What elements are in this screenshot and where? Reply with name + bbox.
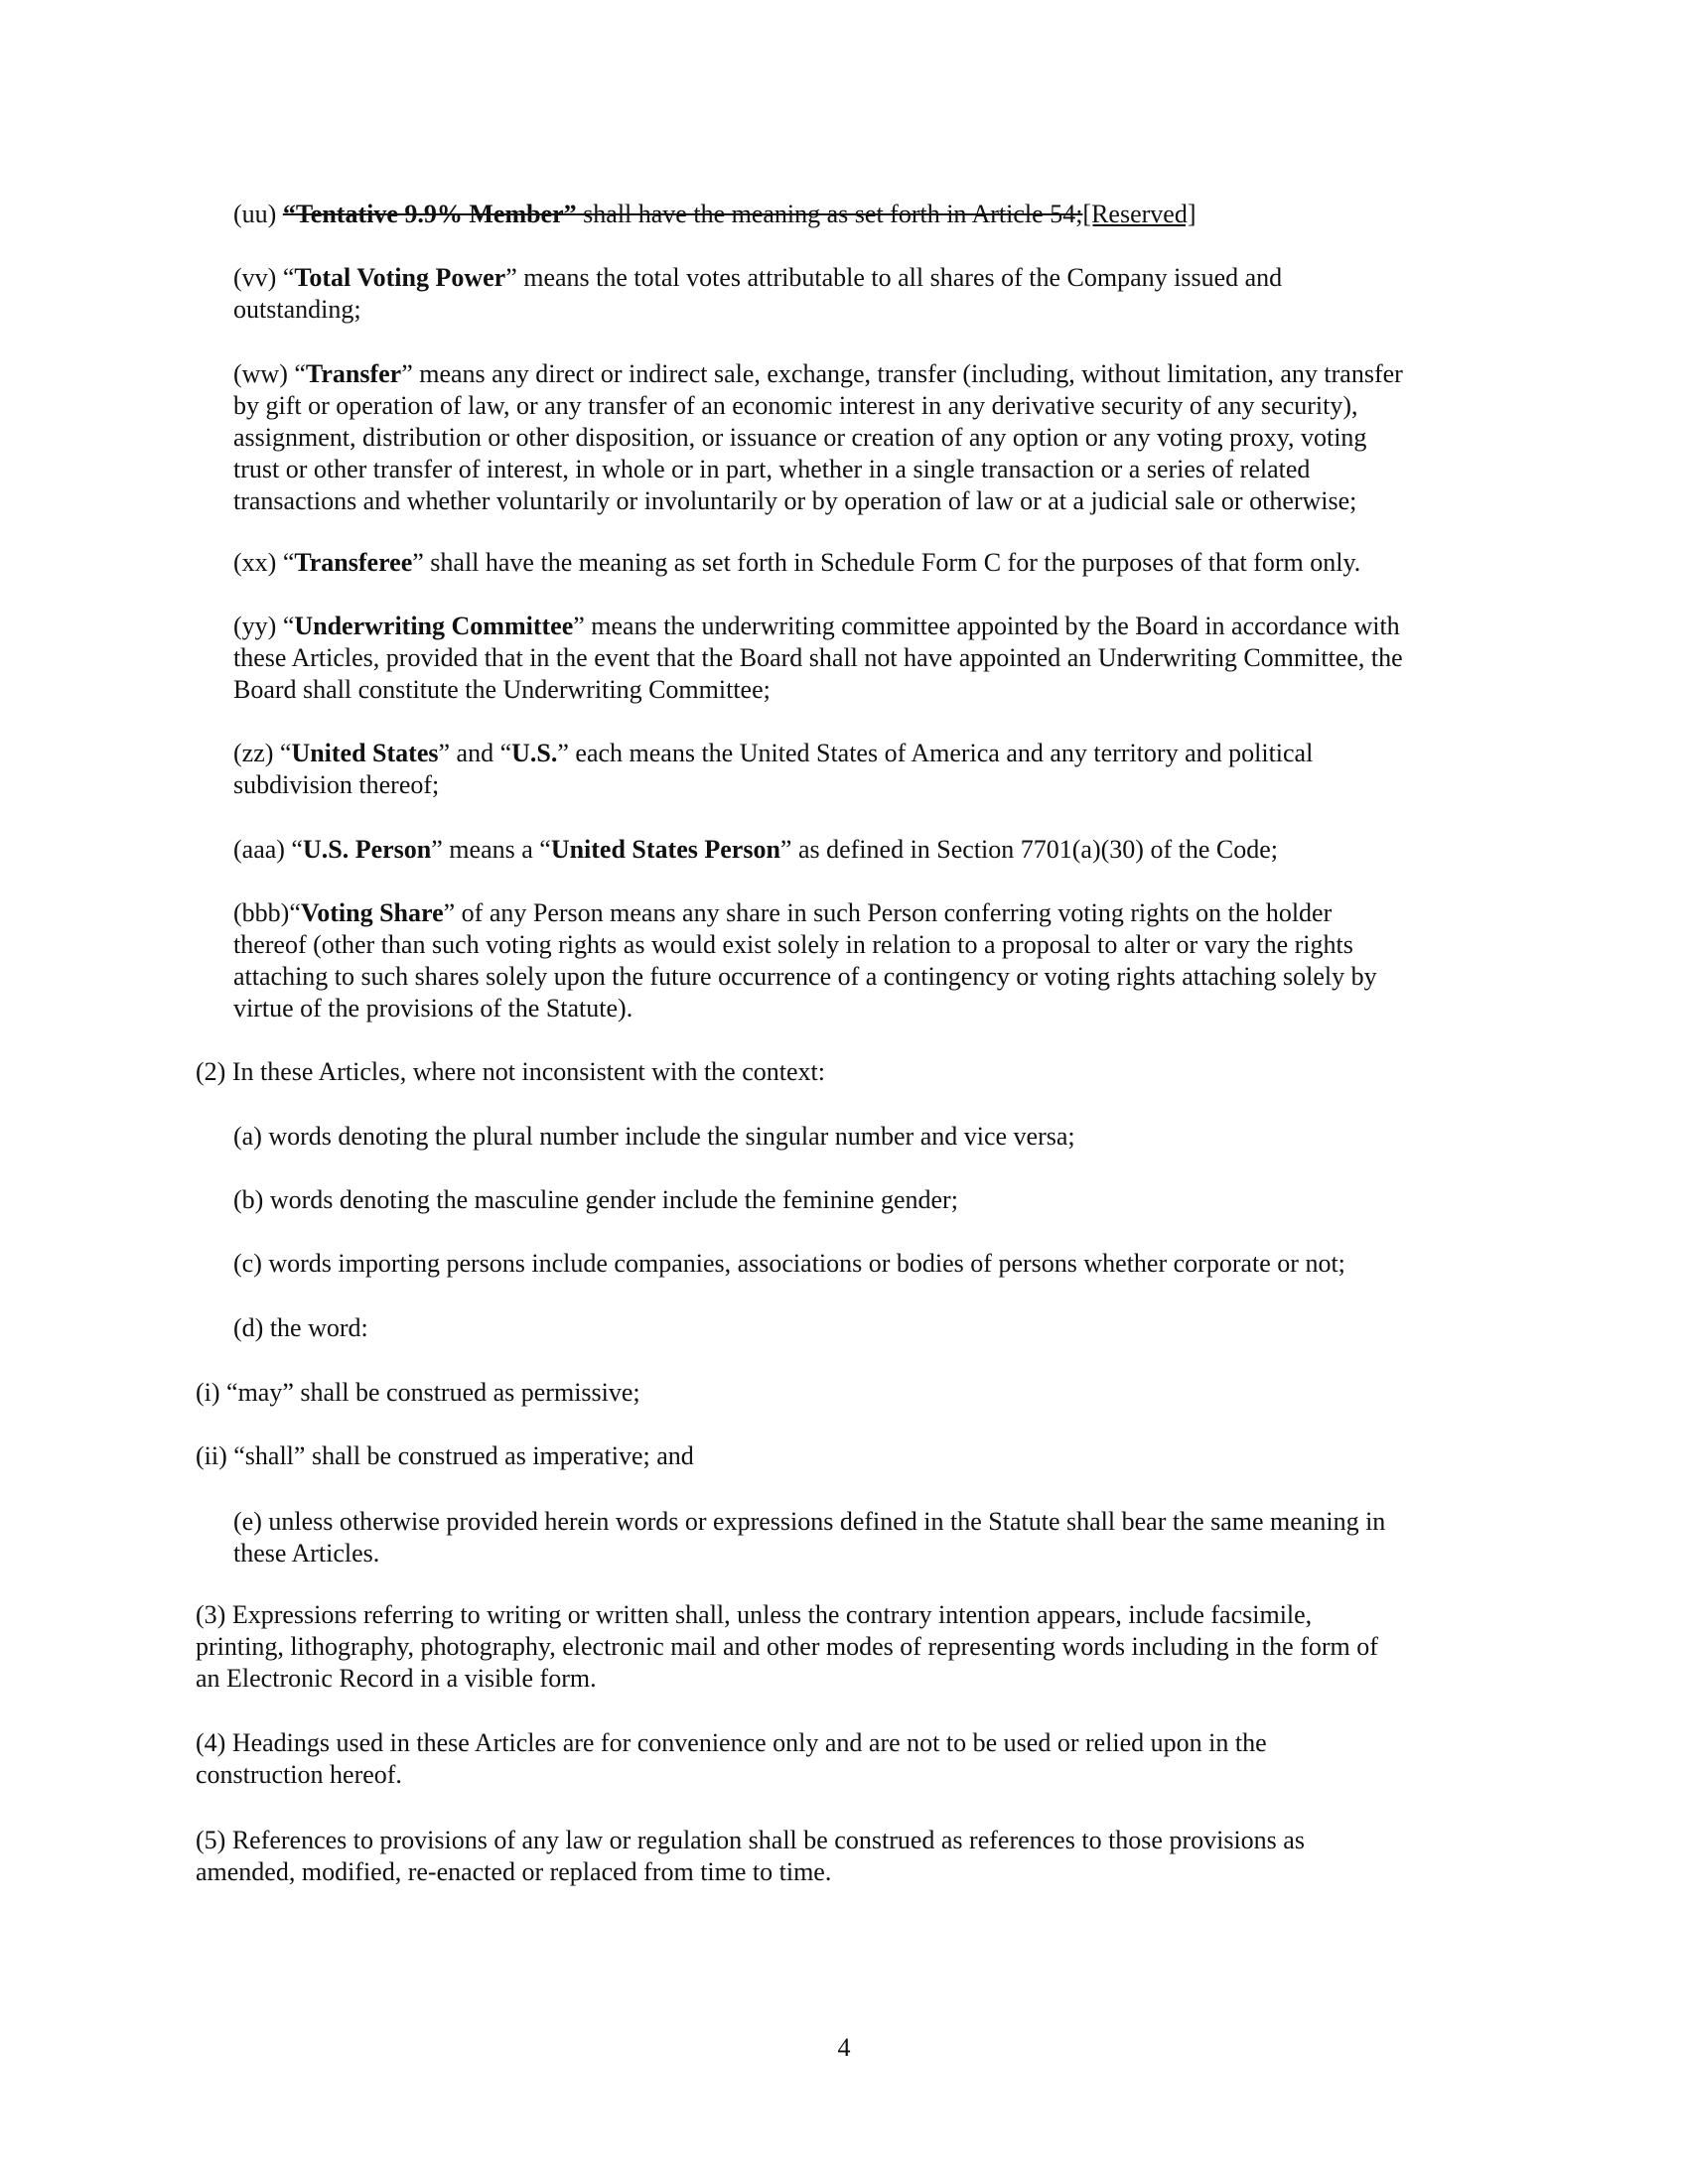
paragraph-yy	[233, 611, 1403, 706]
text-line	[233, 834, 1278, 866]
text-segment: virtue of the provisions of the Statute).	[233, 994, 633, 1023]
defined-term: Underwriting Committee	[294, 612, 574, 640]
paragraph-ww	[233, 358, 1403, 517]
text-line	[233, 769, 1313, 801]
text-segment: these Articles.	[233, 1539, 380, 1568]
defined-term: Voting Share	[300, 898, 444, 927]
text-line	[233, 1184, 958, 1216]
text-line	[196, 1599, 1378, 1631]
paragraph-b	[233, 1184, 958, 1216]
text-segment: (d) the word:	[233, 1313, 368, 1342]
text-segment: ” means the underwriting committee appointed by the Board in accordance with	[573, 612, 1400, 640]
text-segment: (aaa) “	[233, 835, 303, 864]
text-segment: (vv) “	[233, 263, 295, 292]
defined-term: Transfer	[305, 359, 402, 388]
paragraph-4	[196, 1727, 1267, 1791]
text-line	[196, 1631, 1378, 1663]
text-segment: (2) In these Articles, where not inconsistent with the context:	[196, 1057, 825, 1086]
text-segment: (ii) “shall” shall be construed as imperative; and	[196, 1441, 694, 1470]
text-segment: outstanding;	[233, 295, 361, 324]
text-segment: an Electronic Record in a visible form.	[196, 1664, 597, 1693]
paragraph-bbb	[233, 897, 1377, 1024]
text-segment: (c) words importing persons include companies, associations or bodies of persons whether corporate or not;	[233, 1249, 1345, 1278]
text-segment: ” shall have the meaning as set forth in Schedule Form C for the purposes of that form only.	[412, 548, 1361, 577]
defined-term: United States Person	[550, 835, 780, 864]
paragraph-aaa	[233, 834, 1278, 866]
text-line	[233, 738, 1313, 769]
text-segment: transactions and whether voluntarily or involuntarily or by operation of law or at a judicial sale or otherwise;	[233, 486, 1357, 515]
text-segment: ” means the total votes attributable to all shares of the Company issued and	[505, 263, 1283, 292]
text-line	[196, 1056, 825, 1088]
paragraph-uu	[233, 199, 1196, 230]
paragraph-c	[233, 1248, 1345, 1280]
text-segment: printing, lithography, photography, electronic mail and other modes of representing words including in the form of	[196, 1632, 1378, 1661]
text-segment: (yy) “	[233, 612, 295, 640]
text-line	[233, 1121, 1075, 1153]
inserted-text: [Reserved]	[1082, 200, 1196, 228]
paragraph-e	[233, 1506, 1385, 1570]
text-line	[233, 611, 1403, 642]
paragraph-i	[196, 1377, 640, 1409]
defined-term: U.S.	[511, 739, 558, 767]
text-segment: (ww) “	[233, 359, 306, 388]
text-segment: (i) “may” shall be construed as permissive;	[196, 1378, 640, 1407]
text-line	[233, 547, 1360, 579]
defined-term: U.S. Person	[302, 835, 432, 864]
text-segment: assignment, distribution or other disposition, or issuance or creation of any option or any voting proxy, voting	[233, 423, 1367, 452]
text-segment: (a) words denoting the plural number include the singular number and vice versa;	[233, 1122, 1075, 1151]
defined-term: “Tentative 9.9% Member”	[282, 200, 577, 228]
text-line	[233, 358, 1403, 390]
text-segment: (e) unless otherwise provided herein words or expressions defined in the Statute shall bear the same meaning in	[233, 1507, 1386, 1536]
text-segment: ” means a “	[431, 835, 551, 864]
text-line	[196, 1727, 1267, 1759]
text-line	[233, 294, 1282, 326]
defined-term: Transferee	[294, 548, 413, 577]
paragraph-3	[196, 1599, 1378, 1695]
text-line	[233, 485, 1403, 517]
text-line	[196, 1856, 1305, 1888]
text-segment: ” and “	[438, 739, 512, 767]
text-segment: (4) Headings used in these Articles are for convenience only and are not to be used or relied upon in the	[196, 1728, 1267, 1757]
text-line	[233, 642, 1403, 674]
text-segment: Board shall constitute the Underwriting Committee;	[233, 675, 771, 704]
text-segment: (b) words denoting the masculine gender include the feminine gender;	[233, 1185, 958, 1214]
text-line	[233, 897, 1377, 929]
deleted-text: shall have the meaning as set forth in Article 54;	[576, 200, 1083, 228]
text-line	[233, 199, 1196, 230]
text-segment: thereof (other than such voting rights as would exist solely in relation to a proposal to alter or vary the rights	[233, 930, 1353, 959]
text-segment: (xx) “	[233, 548, 295, 577]
paragraph-a	[233, 1121, 1075, 1153]
text-segment: attaching to such shares solely upon the future occurrence of a contingency or voting rights attaching solely by	[233, 962, 1377, 991]
text-segment: (5) References to provisions of any law or regulation shall be construed as references to those provisions as	[196, 1826, 1305, 1854]
text-line	[233, 1506, 1385, 1538]
text-line	[196, 1377, 640, 1409]
text-segment: ” as defined in Section 7701(a)(30) of the Code;	[779, 835, 1278, 864]
defined-term: Total Voting Power	[294, 263, 506, 292]
defined-term: United States	[291, 739, 439, 767]
text-segment: by gift or operation of law, or any transfer of an economic interest in any derivative security of any security),	[233, 391, 1358, 420]
text-line	[233, 674, 1403, 706]
text-line	[233, 1248, 1345, 1280]
text-segment: (3) Expressions referring to writing or written shall, unless the contrary intention appears, include facsimile,	[196, 1600, 1313, 1629]
paragraph-xx	[233, 547, 1360, 579]
text-segment: (bbb)“	[233, 898, 301, 927]
text-line	[233, 390, 1403, 422]
paragraph-ii	[196, 1440, 694, 1472]
paragraph-5	[196, 1825, 1305, 1888]
paragraph-zz	[233, 738, 1313, 801]
text-line	[233, 454, 1403, 485]
text-segment: ” each means the United States of America and any territory and political	[557, 739, 1314, 767]
paragraph-d	[233, 1312, 368, 1344]
text-line	[233, 961, 1377, 993]
text-segment: amended, modified, re-enacted or replaced from time to time.	[196, 1857, 832, 1886]
text-line	[233, 1312, 368, 1344]
text-segment: (zz) “	[233, 739, 292, 767]
text-line	[196, 1663, 1378, 1695]
text-line	[233, 262, 1282, 294]
text-line	[233, 1538, 1385, 1570]
text-segment: construction hereof.	[196, 1760, 402, 1789]
text-segment: (uu)	[233, 200, 283, 228]
text-line	[233, 929, 1377, 961]
text-segment: these Articles, provided that in the event that the Board shall not have appointed an Underwriting Committee, the	[233, 643, 1403, 672]
text-line	[233, 993, 1377, 1024]
paragraph-2	[196, 1056, 825, 1088]
text-segment: ” means any direct or indirect sale, exchange, transfer (including, without limitation, any transfer	[401, 359, 1403, 388]
page-number: 4	[837, 2033, 851, 2062]
text-segment: trust or other transfer of interest, in whole or in part, whether in a single transaction or a series of related	[233, 455, 1311, 483]
text-segment: subdivision thereof;	[233, 770, 440, 799]
paragraph-vv	[233, 262, 1282, 326]
text-segment: ” of any Person means any share in such Person conferring voting rights on the holder	[443, 898, 1333, 927]
text-line	[196, 1759, 1267, 1791]
text-line	[196, 1825, 1305, 1856]
text-line	[233, 422, 1403, 454]
text-line	[196, 1440, 694, 1472]
